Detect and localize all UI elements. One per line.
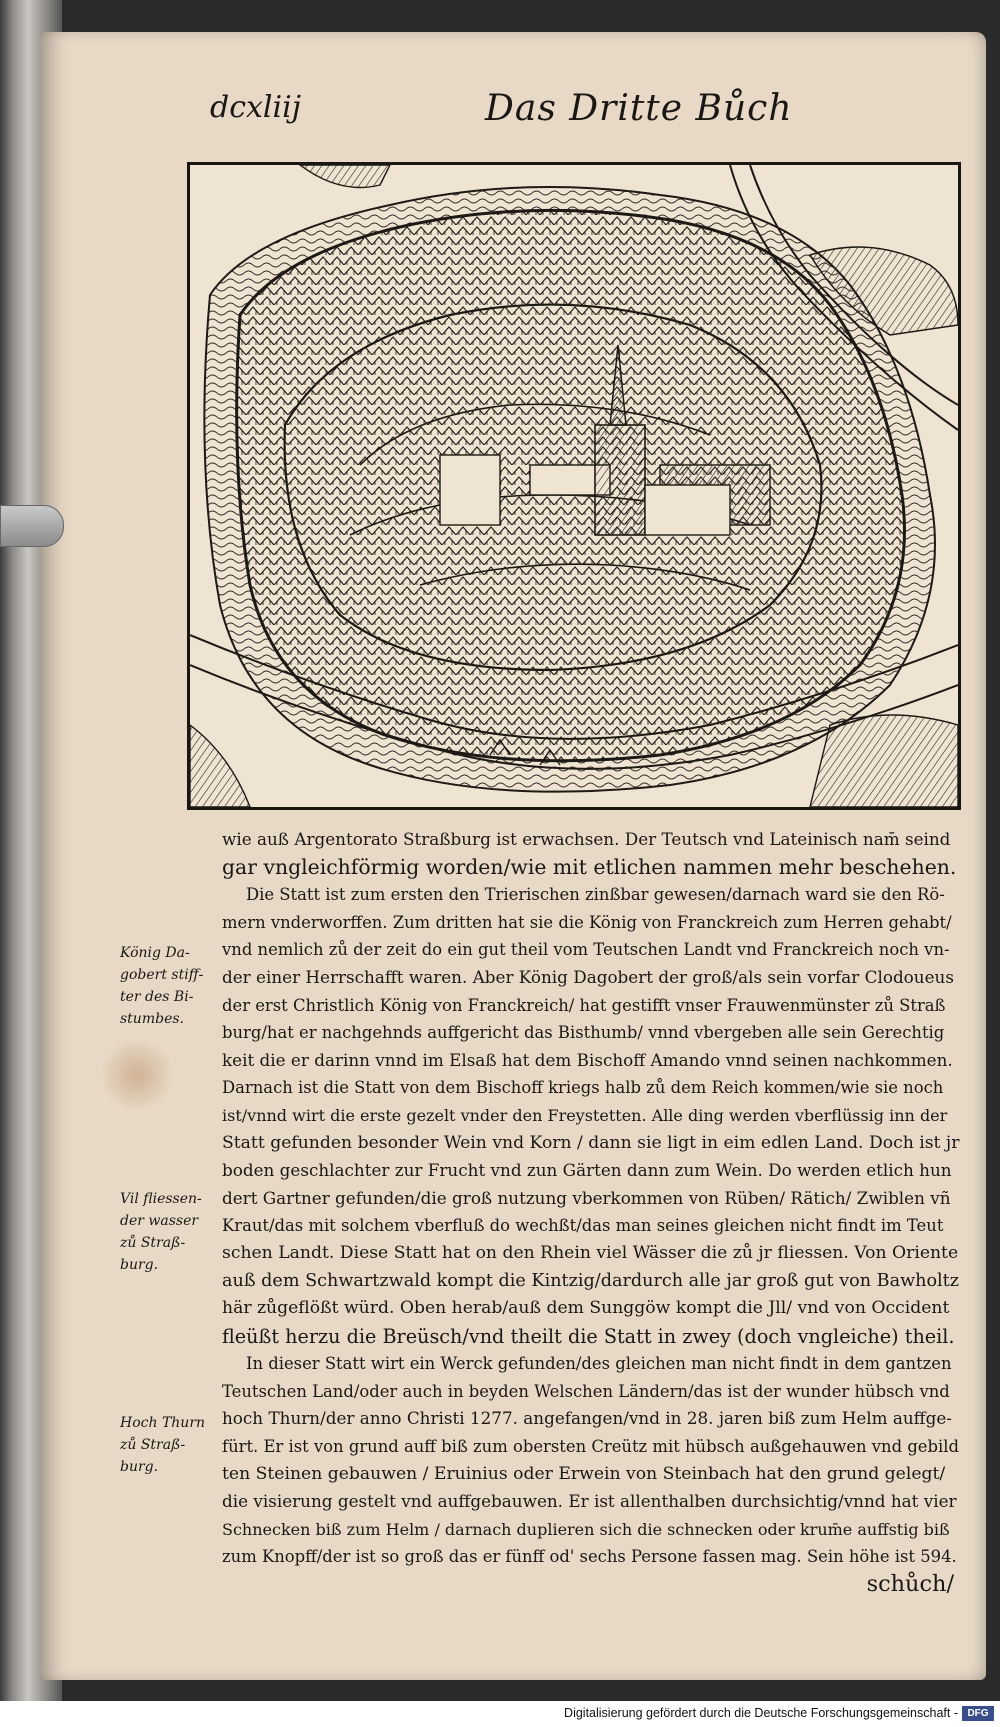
margin-note-line: ter des Bi- xyxy=(120,989,194,1005)
text-line: här zůgeflößt würd. Oben herab/auß dem Sunggöw kompt die Jll/ vnd von Occident xyxy=(222,1298,950,1319)
margin-note-line: zů Straß- xyxy=(120,1235,186,1251)
text-line: Darnach ist die Statt von dem Bischoff kriegs halb zů dem Reich kommen/wie sie noch xyxy=(222,1078,944,1098)
text-line: fürt. Er ist von grund auff biß zum obersten Creütz mit hübsch außgehauwen vnd gebild xyxy=(222,1437,959,1457)
digitization-footer xyxy=(0,1701,1000,1727)
margin-note-wasser xyxy=(120,1188,218,1276)
text-line: Kraut/das mit solchem vberfluß do wechßt/das man seines gleichen nicht findt im Teut xyxy=(222,1216,944,1236)
page-clip xyxy=(0,505,64,547)
text-line: ten Steinen gebauwen / Eruinius oder Erwein von Steinbach hat den grund gelegt/ xyxy=(222,1463,946,1484)
page-header xyxy=(210,88,860,138)
margin-note-line: stumbes. xyxy=(120,1011,184,1027)
text-line: boden geschlachter zur Frucht vnd zun Gärten dann zum Wein. Do werden etlich hun xyxy=(222,1160,952,1181)
text-line: dert Gartner gefunden/die groß nutzung vberkommen von Rüben/ Rätich/ Zwiblen vñ xyxy=(222,1187,951,1208)
margin-note-line: Vil fliessen- xyxy=(120,1191,202,1207)
text-line: der erst Christlich König von Franckreich/ hat gestifft vnser Frauwenmünster zů Straß xyxy=(222,995,946,1015)
text-line: keit die er darinn vnnd im Elsaß hat dem Bischoff Amando vnnd seinen nachkommen. xyxy=(222,1049,953,1070)
margin-note-line: König Da- xyxy=(120,945,190,961)
text-line: auß dem Schwartzwald kompt die Kintzig/dardurch alle jar groß gut von Bawholtz xyxy=(222,1270,960,1291)
text-line: Statt gefunden besonder Wein vnd Korn / dann sie ligt in eim edlen Land. Doch ist jr xyxy=(222,1132,960,1153)
text-line: burg/hat er nachgehnds auffgericht das Bisthumb/ vnnd vbergeben alle sein Gerechtig xyxy=(222,1023,945,1043)
catchword: schůch/ xyxy=(866,1571,954,1598)
margin-note-dagobert xyxy=(120,942,218,1030)
text-line: vnd nemlich zů der zeit do ein gut theil vom Teutschen Landt vnd Franckreich noch vn- xyxy=(222,940,950,960)
strasbourg-map-illustration xyxy=(190,165,958,807)
margin-note-line: zů Straß- xyxy=(120,1437,186,1453)
margin-note-thurn xyxy=(120,1412,218,1478)
text-line: hoch Thurn/der anno Christi 1277. angefangen/vnd in 28. jaren biß zum Helm auffge- xyxy=(222,1408,952,1429)
text-line: Schnecken biß zum Helm / darnach duplieren sich die schnecken oder krum̄e auffstig biß xyxy=(222,1519,950,1539)
funding-credit: Digitalisierung gefördert durch die Deutsche Forschungsgemeinschaft - xyxy=(564,1706,958,1720)
text-line: schen Landt. Diese Statt hat on den Rhein viel Wässer die zů jr fliessen. Von Oriente xyxy=(222,1242,959,1263)
folio-number: dcxliij xyxy=(210,90,302,125)
margin-note-line: Hoch Thurn xyxy=(120,1415,206,1431)
text-line: zum Knopff/der ist so groß das er fünff od' sechs Persone fassen mag. Sein höhe ist 594. xyxy=(222,1547,957,1567)
margin-note-line: burg. xyxy=(120,1257,159,1273)
dfg-logo: DFG xyxy=(962,1706,994,1721)
text-line: mern vnderworffen. Zum dritten hat sie die König von Franckreich zum Herren gehabt/ xyxy=(222,912,952,932)
margin-note-line: burg. xyxy=(120,1459,159,1475)
running-title: Das Dritte Bůch xyxy=(485,88,793,129)
margin-note-line: der wasser xyxy=(120,1213,199,1229)
text-line: Teutschen Land/oder auch in beyden Welschen Ländern/das ist der wunder hübsch vnd xyxy=(222,1381,950,1401)
text-line: wie auß Argentorato Straßburg ist erwachsen. Der Teutsch vnd Lateinisch nam̄ seind xyxy=(222,829,951,849)
text-line: fleüßt herzu die Breüsch/vnd theilt die Statt in zwey (doch vngleiche) theil. xyxy=(222,1324,955,1348)
text-line: Die Statt ist zum ersten den Trierischen zinßbar gewesen/darnach ward sie den Rö- xyxy=(246,885,945,905)
text-line: In dieser Statt wirt ein Werck gefunden/des gleichen man nicht findt in dem gantzen xyxy=(246,1354,952,1374)
water-stain xyxy=(102,1035,172,1115)
text-line: ist/vnnd wirt die erste gezelt vnder den Freystetten. Alle ding werden vberflüssig inn der xyxy=(222,1105,948,1125)
text-line: die visierung gestelt vnd auffgebauwen. Er ist allenthalben durchsichtig/vnnd hat vier xyxy=(222,1491,957,1512)
text-line: der einer Herrschafft waren. Aber König Dagobert der groß/als sein vorfar Clodoueus xyxy=(222,966,954,987)
body-text xyxy=(222,826,960,1599)
margin-note-line: gobert stiff- xyxy=(120,967,204,983)
text-line: gar vngleichförmig worden/wie mit etlichen nammen mehr beschehen. xyxy=(222,854,957,879)
city-map-woodcut xyxy=(187,162,961,810)
